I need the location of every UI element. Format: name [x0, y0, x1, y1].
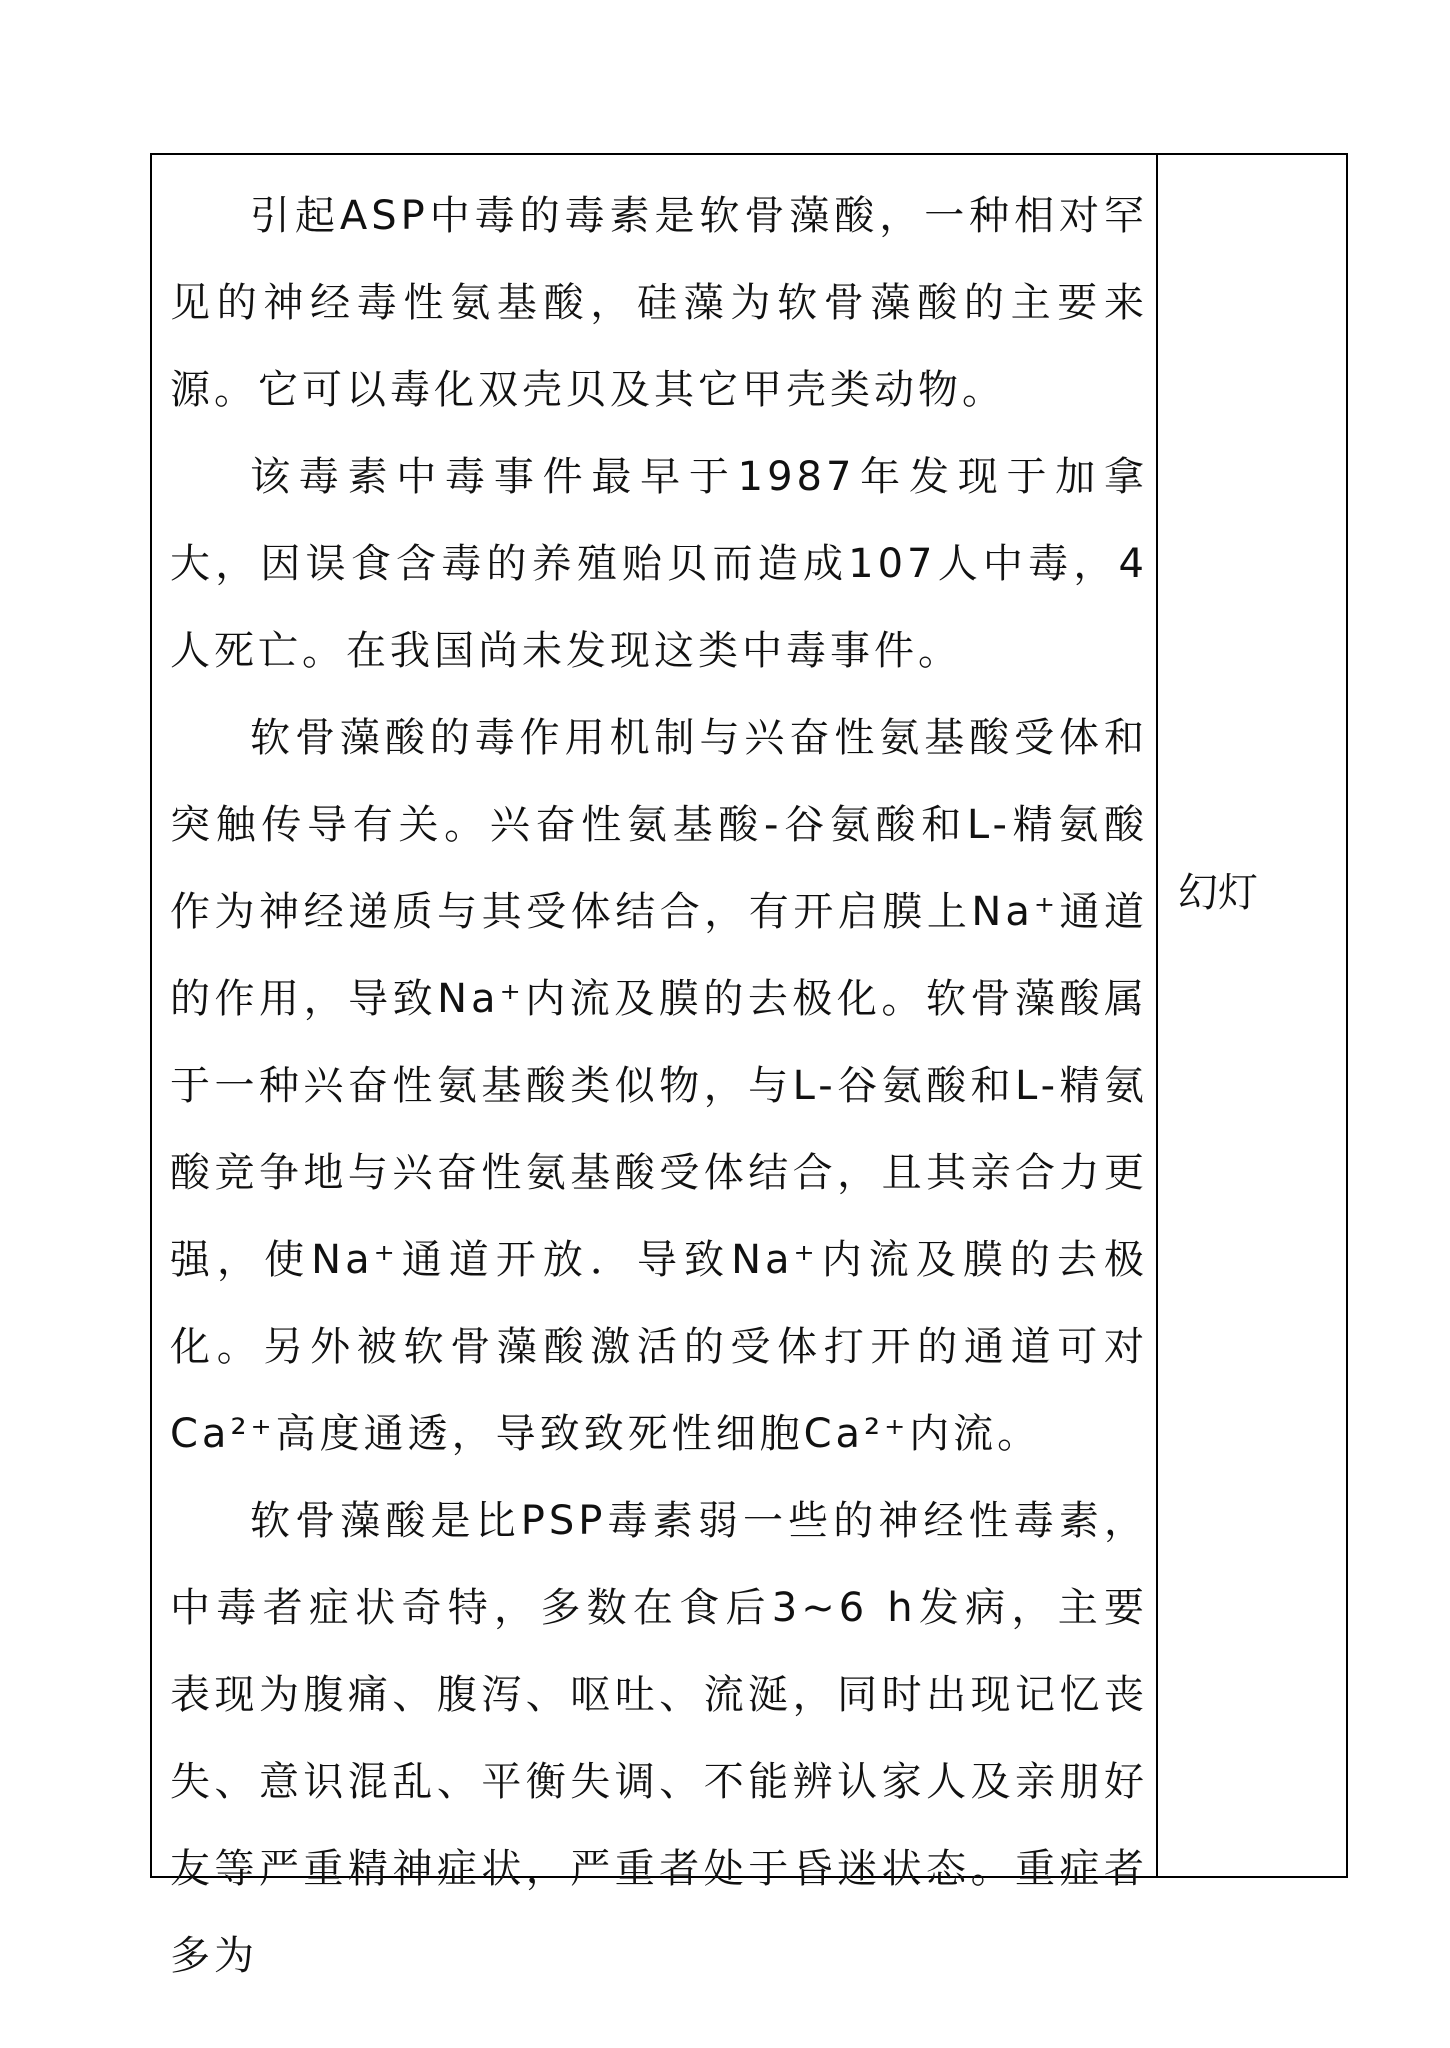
paragraph-4: 软骨藻酸是比PSP毒素弱一些的神经性毒素，中毒者症状奇特，多数在食后3~6 h发病，主要表现为腹痛、腹泻、呕吐、流涎，同时出现记忆丧失、意识混乱、平衡失调、不能辨认家人及亲朋好友等严重精神症状，严重者处于昏迷状态。重症者多为 — [170, 1498, 1148, 1979]
side-cell — [1158, 155, 1346, 1876]
side-label: 幻灯 — [1178, 870, 1258, 916]
content-table — [150, 153, 1348, 1979]
paragraph-2: 该毒素中毒事件最早于1987年发现于加拿大，因误食含毒的养殖贻贝而造成107人中毒，4人死亡。在我国尚未发现这类中毒事件。 — [170, 454, 1148, 674]
paragraph-1: 引起ASP中毒的毒素是软骨藻酸，一种相对罕见的神经毒性氨基酸，硅藻为软骨藻酸的主要来源。它可以毒化双壳贝及其它甲壳类动物。 — [170, 193, 1148, 413]
paragraph-3: 软骨藻酸的毒作用机制与兴奋性氨基酸受体和突触传导有关。兴奋性氨基酸-谷氨酸和L-精氨酸作为神经递质与其受体结合，有开启膜上Na⁺通道的作用，导致Na⁺内流及膜的去极化。软骨藻酸属于一种兴奋性氨基酸类似物，与L-谷氨酸和L-精氨酸竞争地与兴奋性氨基酸受体结合，且其亲合力更强，使Na⁺通道开放．导致Na⁺内流及膜的去极化。另外被软骨藻酸激活的受体打开的通道可对Ca²⁺高度通透，导致致死性细胞Ca²⁺内流。 — [170, 715, 1148, 1457]
main-text-cell — [152, 155, 1158, 1979]
